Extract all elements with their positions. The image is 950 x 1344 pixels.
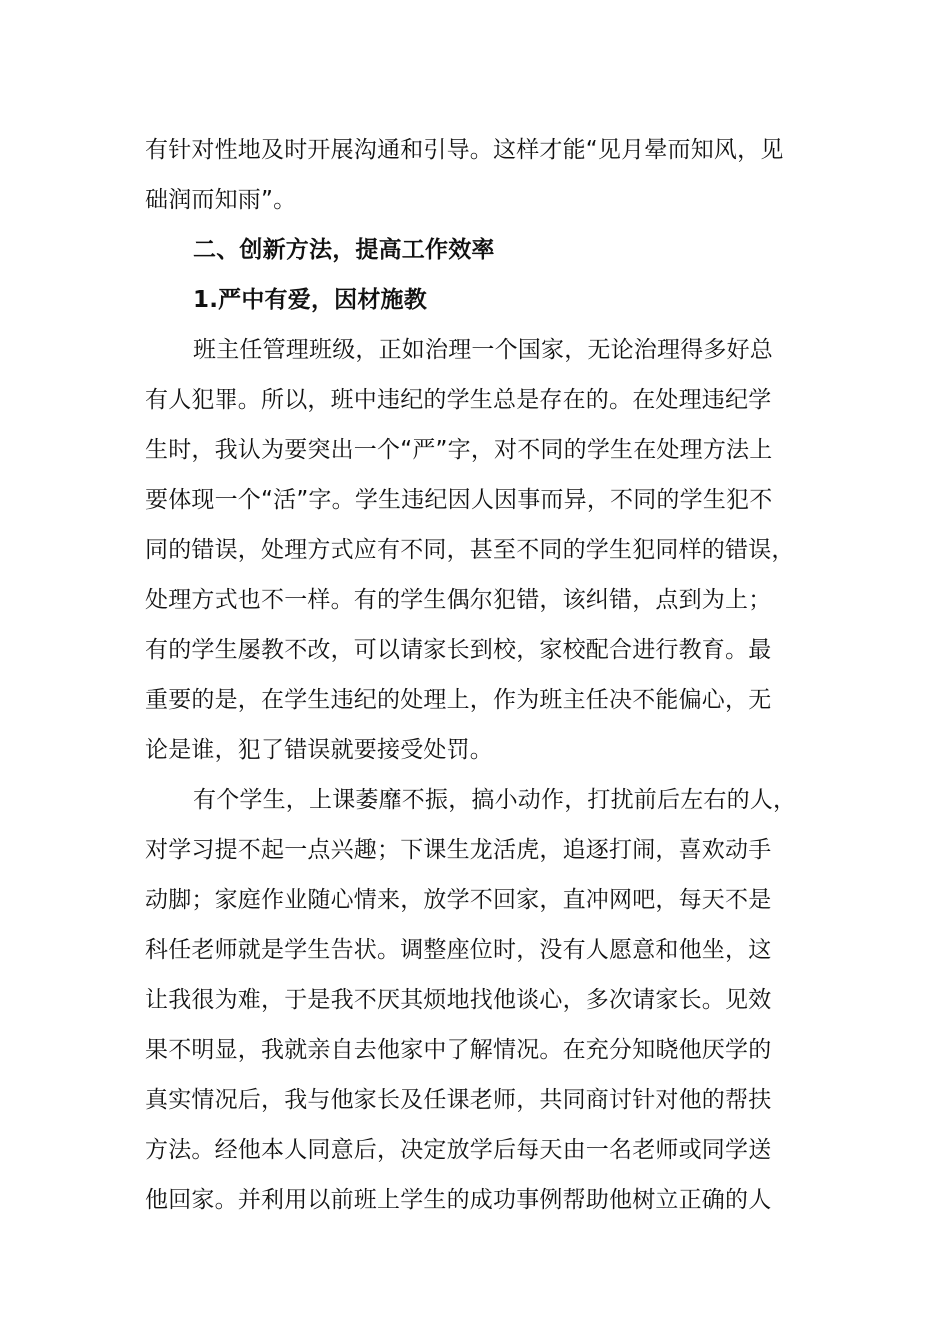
- text-line: 果不明显，我就亲自去他家中了解情况。在充分知晓他厌学的: [145, 1037, 772, 1063]
- text-line: 有针对性地及时开展沟通和引导。这样才能“见月晕而知风，见: [145, 137, 784, 163]
- text-line: 论是谁，犯了错误就要接受处罚。: [145, 737, 493, 763]
- subsection-heading: 1.严中有爱，因材施教: [193, 287, 427, 313]
- text-line: 处理方式也不一样。有的学生偶尔犯错，该纠错，点到为上；: [145, 587, 772, 613]
- text-line: 生时，我认为要突出一个“严”字，对不同的学生在处理方法上: [145, 437, 773, 463]
- text-line: 有人犯罪。所以，班中违纪的学生总是存在的。在处理违纪学: [145, 387, 772, 413]
- text-line: 重要的是，在学生违纪的处理上，作为班主任决不能偏心，无: [145, 687, 772, 713]
- paragraph-start-line: 班主任管理班级，正如治理一个国家，无论治理得多好总: [193, 337, 773, 363]
- paragraph-start-line: 有个学生，上课萎靡不振，搞小动作，打扰前后左右的人，: [193, 787, 797, 813]
- text-line: 真实情况后，我与他家长及任课老师，共同商讨针对他的帮扶: [145, 1087, 772, 1113]
- text-line: 对学习提不起一点兴趣；下课生龙活虎，追逐打闹，喜欢动手: [145, 837, 772, 863]
- text-line: 动脚；家庭作业随心情来，放学不回家，直冲网吧，每天不是: [145, 887, 772, 913]
- text-line: 科任老师就是学生告状。调整座位时，没有人愿意和他坐，这: [145, 937, 772, 963]
- text-line: 有的学生屡教不改，可以请家长到校，家校配合进行教育。最: [145, 637, 772, 663]
- text-line: 方法。经他本人同意后，决定放学后每天由一名老师或同学送: [145, 1137, 772, 1163]
- section-heading: 二、创新方法，提高工作效率: [193, 237, 495, 263]
- text-line: 础润而知雨”。: [145, 187, 297, 213]
- text-line: 他回家。并利用以前班上学生的成功事例帮助他树立正确的人: [145, 1187, 772, 1213]
- text-line: 让我很为难，于是我不厌其烦地找他谈心，多次请家长。见效: [145, 987, 772, 1013]
- text-line: 同的错误，处理方式应有不同，甚至不同的学生犯同样的错误，: [145, 537, 795, 563]
- text-line: 要体现一个“活”字。学生违纪因人因事而异，不同的学生犯不: [145, 487, 773, 513]
